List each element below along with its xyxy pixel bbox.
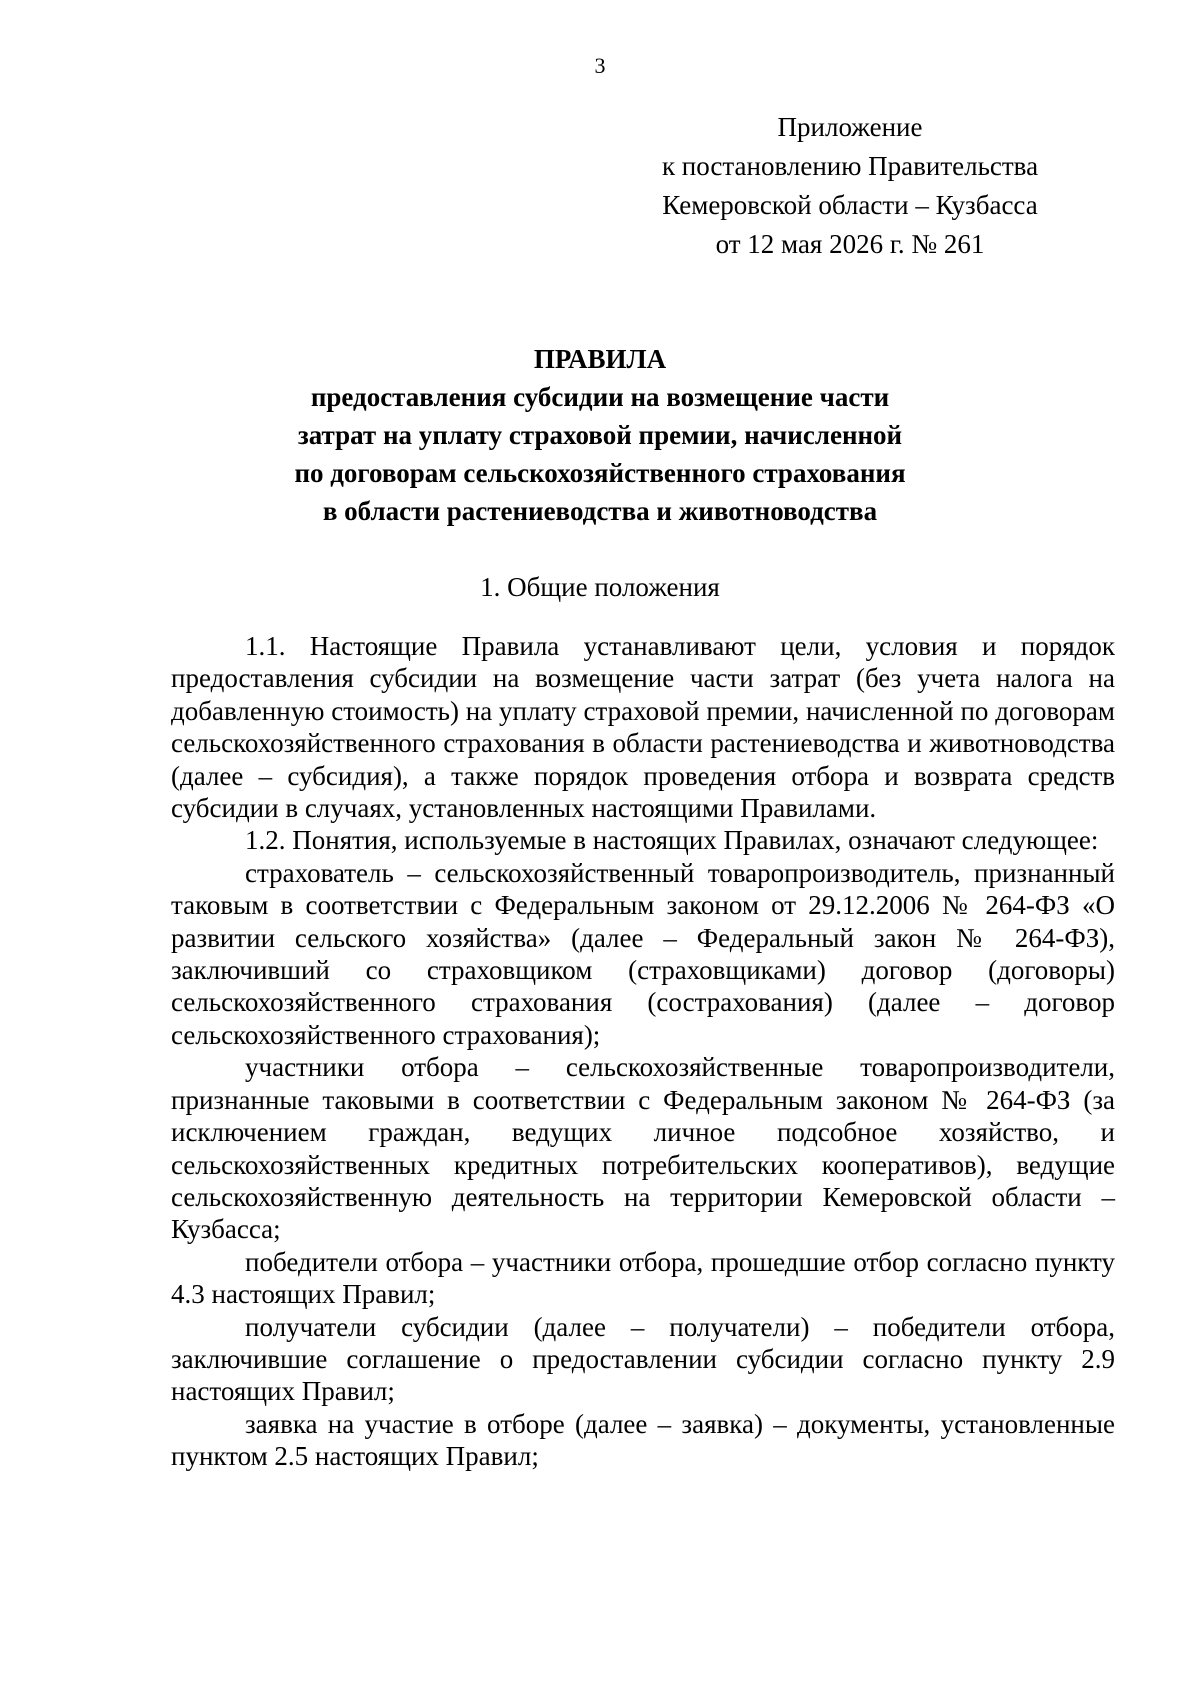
definition-selection-participants: участники отбора – сельскохозяйственные товаропроизводители, признанные таковыми в соответствии с Федеральным законом № 264-ФЗ (за исключением граждан, ведущих личное подсобное хозяйство, и сельскохозяйственных кредитных потребительских кооперативов), ведущие сельскохозяйственную деятельность на территории Кемеровской области – Кузбасса; [171, 1052, 1115, 1245]
definition-selection-winners: победители отбора – участники отбора, прошедшие отбор согласно пункту 4.3 настоящих Правил; [171, 1246, 1115, 1310]
definition-application: заявка на участие в отборе (далее – заявка) – документы, установленные пунктом 2.5 настоящих Правил; [171, 1408, 1115, 1472]
definition-policyholder: страхователь – сельскохозяйственный товаропроизводитель, признанный таковым в соответствии с Федеральным законом от 29.12.2006 № 264-ФЗ «О развитии сельского хозяйства» (далее – Федеральный закон № 264-ФЗ), заключивший со страховщиком (страховщиками) договор (договоры) сельскохозяйственного страхования (сострахования) (далее – договор сельскохозяйственного страхования); [171, 857, 1115, 1050]
title-line: затрат на уплату страховой премии, начисленной [297, 420, 903, 450]
title-heading: ПРАВИЛА [533, 344, 667, 374]
paragraph-1-1: 1.1. Настоящие Правила устанавливают цели, условия и порядок предоставления субсидии на возмещение части затрат (без учета налога на добавленную стоимость) на уплату страховой премии, начисленной по договорам сельскохозяйственного страхования в области растениеводства и животноводства (далее – субсидия), а также порядок проведения отбора и возврата средств субсидии в случаях, установленных настоящими Правилами. [171, 631, 1115, 824]
appendix-line: Кемеровской области – Кузбасса [662, 190, 1038, 220]
section-body [171, 630, 1115, 1473]
title-line: в области растениеводства и животноводства [322, 496, 878, 526]
appendix-date-number: от 12 мая 2026 г. № 261 [715, 229, 985, 259]
appendix-line: к постановлению Правительства [661, 151, 1039, 181]
title-line: по договорам сельскохозяйственного страхования [294, 458, 906, 488]
document-title [0, 340, 1200, 530]
title-line: предоставления субсидии на возмещение части [310, 382, 890, 412]
appendix-header [600, 108, 1100, 264]
paragraph-1-2: 1.2. Понятия, используемые в настоящих Правилах, означают следующее: [245, 825, 1099, 856]
section-heading: 1. Общие положения [480, 572, 720, 602]
page-number: 3 [594, 53, 606, 78]
definition-recipients: получатели субсидии (далее – получатели) – победители отбора, заключившие соглашение о предоставлении субсидии согласно пункту 2.9 настоящих Правил; [171, 1311, 1115, 1407]
appendix-line: Приложение [777, 112, 923, 142]
